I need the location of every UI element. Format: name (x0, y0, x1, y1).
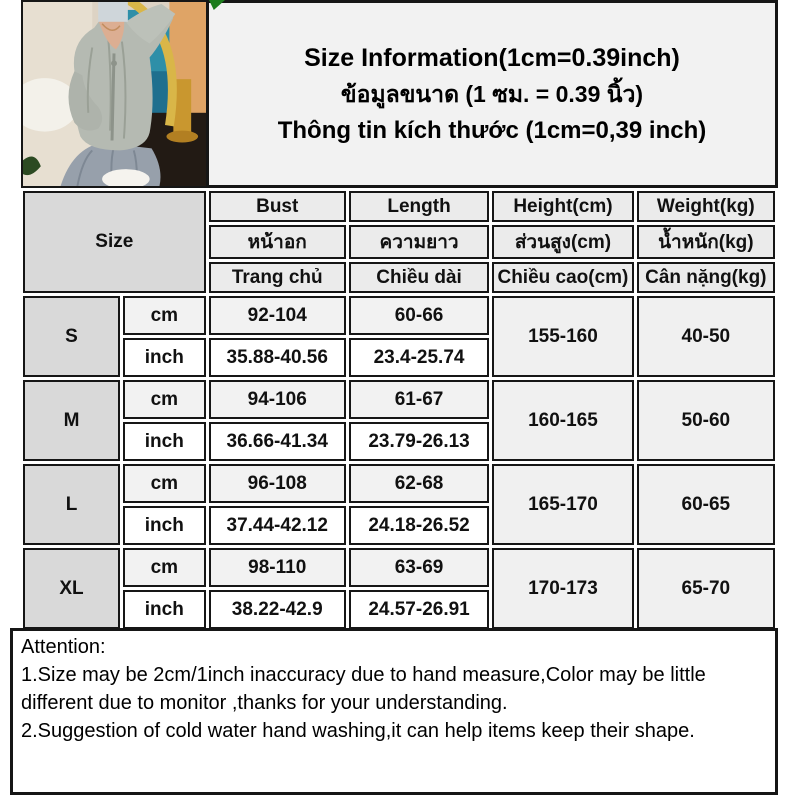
value-cell: 37.44-42.12 (209, 506, 346, 545)
unit-cell: cm (123, 464, 206, 503)
title-vietnamese: Thông tin kích thước (1cm=0,39 inch) (277, 116, 707, 144)
unit-cell: cm (123, 548, 206, 587)
value-cell: 61-67 (349, 380, 489, 419)
header-bust-th: หน้าอก (209, 225, 346, 259)
size-label-xl: XL (23, 548, 120, 629)
value-cell: 65-70 (637, 548, 775, 629)
header-weight-vi: Cân nặng(kg) (637, 262, 775, 293)
title-box (206, 0, 778, 188)
value-cell: 170-173 (492, 548, 633, 629)
unit-cell: cm (123, 380, 206, 419)
header-bust-vi: Trang chủ (209, 262, 346, 293)
unit-cell: inch (123, 422, 206, 461)
size-title-cell: Size (23, 191, 206, 293)
value-cell: 35.88-40.56 (209, 338, 346, 377)
attention-item: 1.Size may be 2cm/1inch inaccuracy due to hand measure,Color may be little different due to monitor ,thanks for your understanding. (21, 664, 706, 714)
size-label-s: S (23, 296, 120, 377)
unit-cell: inch (123, 338, 206, 377)
value-cell: 94-106 (209, 380, 346, 419)
value-cell: 40-50 (637, 296, 775, 377)
value-cell: 92-104 (209, 296, 346, 335)
product-photo (21, 0, 208, 188)
header-height-th: ส่วนสูง(cm) (492, 225, 633, 259)
value-cell: 165-170 (492, 464, 633, 545)
size-label-l: L (23, 464, 120, 545)
header-weight-en: Weight(kg) (637, 191, 775, 222)
value-cell: 63-69 (349, 548, 489, 587)
value-cell: 50-60 (637, 380, 775, 461)
value-cell: 23.79-26.13 (349, 422, 489, 461)
header-length-th: ความยาว (349, 225, 489, 259)
title-thai: ข้อมูลขนาด (1 ซม. = 0.39 นิ้ว) (340, 80, 644, 107)
value-cell: 60-66 (349, 296, 489, 335)
header-weight-th: น้ำหนัก(kg) (637, 225, 775, 259)
value-cell: 60-65 (637, 464, 775, 545)
value-cell: 96-108 (209, 464, 346, 503)
value-cell: 23.4-25.74 (349, 338, 489, 377)
value-cell: 38.22-42.9 (209, 590, 346, 629)
value-cell: 98-110 (209, 548, 346, 587)
title-english: Size Information(1cm=0.39inch) (304, 43, 680, 72)
value-cell: 36.66-41.34 (209, 422, 346, 461)
size-label-m: M (23, 380, 120, 461)
header-height-vi: Chiều cao(cm) (492, 262, 633, 293)
attention-item: 2.Suggestion of cold water hand washing,it can help items keep their shape. (21, 720, 695, 742)
unit-cell: inch (123, 506, 206, 545)
header-bust-en: Bust (209, 191, 346, 222)
value-cell: 62-68 (349, 464, 489, 503)
product-photo-art (23, 2, 206, 186)
attention-box (10, 628, 778, 795)
header-height-en: Height(cm) (492, 191, 633, 222)
unit-cell: cm (123, 296, 206, 335)
header-length-en: Length (349, 191, 489, 222)
value-cell: 155-160 (492, 296, 633, 377)
attention-heading: Attention: (21, 636, 106, 658)
value-cell: 160-165 (492, 380, 633, 461)
unit-cell: inch (123, 590, 206, 629)
value-cell: 24.57-26.91 (349, 590, 489, 629)
size-table (20, 188, 778, 632)
header-length-vi: Chiều dài (349, 262, 489, 293)
value-cell: 24.18-26.52 (349, 506, 489, 545)
